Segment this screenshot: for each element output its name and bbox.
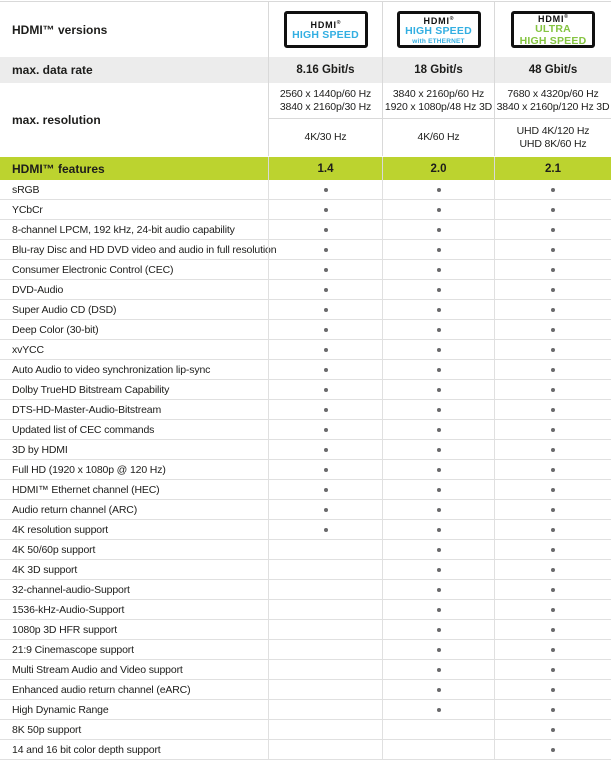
feature-support-hdmi-2.1	[494, 260, 611, 279]
feature-support-hdmi-1.4	[268, 260, 382, 279]
feature-support-hdmi-2.1	[494, 420, 611, 439]
feature-label: DTS-HD-Master-Audio-Bitstream	[12, 403, 162, 416]
badge-cell-hdmi-2-0	[382, 2, 494, 57]
feature-row	[0, 300, 611, 320]
feature-support-hdmi-2.0	[382, 560, 494, 579]
feature-label: DVD-Audio	[12, 283, 64, 296]
feature-label: 4K 50/60p support	[12, 543, 96, 556]
resolution-primary-row	[268, 83, 611, 119]
resolution-line: 3840 x 2160p/30 Hz	[279, 100, 372, 113]
feature-row	[0, 620, 611, 640]
feature-row	[0, 320, 611, 340]
support-dot	[437, 628, 441, 632]
support-dot	[437, 408, 441, 412]
feature-label: Consumer Electronic Control (CEC)	[12, 263, 174, 276]
feature-support-hdmi-1.4	[268, 220, 382, 239]
support-dot	[324, 248, 328, 252]
feature-support-hdmi-2.1	[494, 460, 611, 479]
feature-row	[0, 560, 611, 580]
support-dot	[551, 748, 555, 752]
feature-row	[0, 580, 611, 600]
support-dot	[437, 648, 441, 652]
support-dot	[551, 188, 555, 192]
feature-support-hdmi-1.4	[268, 440, 382, 459]
support-dot	[551, 208, 555, 212]
support-dot	[551, 428, 555, 432]
registered-mark: ®	[336, 19, 341, 26]
feature-support-hdmi-2.0	[382, 320, 494, 339]
support-dot	[437, 708, 441, 712]
hdmi-comparison-table	[0, 1, 611, 760]
feature-label: 4K 3D support	[12, 563, 78, 576]
feature-row	[0, 500, 611, 520]
feature-label: Audio return channel (ARC)	[12, 503, 138, 516]
feature-support-hdmi-1.4	[268, 740, 382, 759]
feature-support-hdmi-2.0	[382, 260, 494, 279]
feature-label: YCbCr	[12, 203, 43, 216]
feature-support-hdmi-2.1	[494, 680, 611, 699]
hdmi-logo-text: HDMI	[538, 14, 565, 24]
feature-support-hdmi-2.0	[382, 360, 494, 379]
feature-label: 32-channel-audio-Support	[12, 583, 130, 596]
feature-support-hdmi-2.1	[494, 740, 611, 759]
support-dot	[324, 288, 328, 292]
feature-row	[0, 420, 611, 440]
support-dot	[437, 548, 441, 552]
feature-support-hdmi-2.0	[382, 280, 494, 299]
feature-support-hdmi-2.0	[382, 520, 494, 539]
feature-support-hdmi-1.4	[268, 480, 382, 499]
resolution-label: max. resolution	[12, 113, 101, 127]
support-dot	[551, 368, 555, 372]
feature-support-hdmi-1.4	[268, 180, 382, 199]
feature-row	[0, 380, 611, 400]
support-dot	[551, 228, 555, 232]
feature-row	[0, 600, 611, 620]
resolution-secondary-hdmi-2-1	[494, 119, 611, 156]
feature-row	[0, 540, 611, 560]
feature-row	[0, 360, 611, 380]
feature-support-hdmi-1.4	[268, 540, 382, 559]
feature-support-hdmi-1.4	[268, 240, 382, 259]
feature-label: 14 and 16 bit color depth support	[12, 743, 161, 756]
resolution-primary-hdmi-2-0	[382, 83, 494, 118]
resolution-line: 3840 x 2160p/120 Hz 3D	[496, 100, 610, 113]
support-dot	[324, 428, 328, 432]
data-rate-hdmi-1-4: 8.16 Gbit/s	[268, 57, 382, 83]
resolution-primary-hdmi-2-1	[494, 83, 611, 118]
feature-support-hdmi-1.4	[268, 460, 382, 479]
support-dot	[437, 528, 441, 532]
feature-support-hdmi-1.4	[268, 300, 382, 319]
support-dot	[324, 528, 328, 532]
hdmi-high-speed-badge	[284, 11, 368, 48]
feature-support-hdmi-2.1	[494, 620, 611, 639]
feature-label: 4K resolution support	[12, 523, 109, 536]
feature-rows-list	[0, 180, 611, 760]
resolution-grid	[268, 83, 611, 157]
feature-label: Dolby TrueHD Bitstream Capability	[12, 383, 170, 396]
resolution-line: UHD 8K/60 Hz	[519, 137, 587, 150]
feature-support-hdmi-1.4	[268, 380, 382, 399]
feature-support-hdmi-2.0	[382, 580, 494, 599]
feature-support-hdmi-2.0	[382, 400, 494, 419]
feature-support-hdmi-1.4	[268, 420, 382, 439]
data-rate-hdmi-2-1: 48 Gbit/s	[494, 57, 611, 83]
version-value-2-1: 2.1	[494, 157, 611, 180]
feature-support-hdmi-2.0	[382, 440, 494, 459]
resolution-secondary-hdmi-1-4	[268, 119, 382, 156]
version-value-1-4: 1.4	[268, 157, 382, 180]
feature-row	[0, 460, 611, 480]
feature-support-hdmi-2.1	[494, 640, 611, 659]
feature-support-hdmi-2.0	[382, 480, 494, 499]
support-dot	[551, 248, 555, 252]
feature-support-hdmi-2.0	[382, 460, 494, 479]
feature-support-hdmi-2.0	[382, 220, 494, 239]
feature-support-hdmi-2.0	[382, 600, 494, 619]
support-dot	[551, 568, 555, 572]
support-dot	[324, 448, 328, 452]
support-dot	[437, 688, 441, 692]
feature-support-hdmi-2.1	[494, 660, 611, 679]
support-dot	[324, 228, 328, 232]
badge-line1: ULTRA	[535, 23, 571, 35]
support-dot	[437, 348, 441, 352]
feature-row	[0, 720, 611, 740]
feature-support-hdmi-2.0	[382, 720, 494, 739]
row-hdmi-versions	[0, 2, 611, 57]
support-dot	[551, 448, 555, 452]
feature-support-hdmi-2.0	[382, 500, 494, 519]
support-dot	[551, 328, 555, 332]
feature-label: Blu-ray Disc and HD DVD video and audio in full resolution	[12, 243, 277, 256]
feature-label: 21:9 Cinemascope support	[12, 643, 134, 656]
feature-support-hdmi-2.0	[382, 660, 494, 679]
feature-support-hdmi-2.1	[494, 480, 611, 499]
feature-support-hdmi-2.1	[494, 340, 611, 359]
badge-line1: HIGH SPEED	[292, 28, 359, 41]
feature-support-hdmi-1.4	[268, 720, 382, 739]
feature-label: Updated list of CEC commands	[12, 423, 155, 436]
feature-label: High Dynamic Range	[12, 703, 109, 716]
support-dot	[437, 488, 441, 492]
feature-support-hdmi-2.1	[494, 560, 611, 579]
resolution-line: UHD 4K/120 Hz	[516, 124, 590, 137]
feature-support-hdmi-2.1	[494, 280, 611, 299]
feature-label: sRGB	[12, 183, 40, 196]
feature-label: Deep Color (30-bit)	[12, 323, 99, 336]
feature-label: xvYCC	[12, 343, 44, 356]
feature-support-hdmi-2.0	[382, 640, 494, 659]
badge-line1: HIGH SPEED	[405, 25, 472, 37]
badge-line2: HIGH SPEED	[519, 34, 587, 47]
feature-support-hdmi-2.1	[494, 180, 611, 199]
support-dot	[437, 248, 441, 252]
feature-label: 8K 50p support	[12, 723, 82, 736]
feature-row	[0, 480, 611, 500]
support-dot	[551, 548, 555, 552]
resolution-line: 7680 x 4320p/60 Hz	[507, 87, 599, 100]
feature-row	[0, 440, 611, 460]
version-value-2-0: 2.0	[382, 157, 494, 180]
support-dot	[551, 288, 555, 292]
resolution-line: 4K/30 Hz	[304, 131, 347, 143]
feature-row	[0, 520, 611, 540]
support-dot	[551, 608, 555, 612]
feature-support-hdmi-2.0	[382, 180, 494, 199]
support-dot	[551, 688, 555, 692]
feature-label: 3D by HDMI	[12, 443, 68, 456]
support-dot	[437, 668, 441, 672]
support-dot	[324, 308, 328, 312]
support-dot	[437, 308, 441, 312]
feature-support-hdmi-2.1	[494, 720, 611, 739]
support-dot	[324, 388, 328, 392]
feature-support-hdmi-2.0	[382, 200, 494, 219]
feature-support-hdmi-2.1	[494, 300, 611, 319]
resolution-line: 2560 x 1440p/60 Hz	[279, 87, 372, 100]
feature-row	[0, 340, 611, 360]
resolution-line: 1920 x 1080p/48 Hz 3D	[384, 100, 493, 113]
feature-row	[0, 280, 611, 300]
feature-support-hdmi-2.0	[382, 420, 494, 439]
feature-row	[0, 240, 611, 260]
feature-row	[0, 660, 611, 680]
feature-support-hdmi-1.4	[268, 620, 382, 639]
support-dot	[324, 188, 328, 192]
support-dot	[551, 468, 555, 472]
feature-support-hdmi-2.1	[494, 400, 611, 419]
support-dot	[324, 488, 328, 492]
badge-cell-hdmi-2-1	[494, 2, 611, 57]
feature-support-hdmi-2.0	[382, 620, 494, 639]
feature-support-hdmi-2.0	[382, 680, 494, 699]
feature-label: Auto Audio to video synchronization lip-sync	[12, 363, 211, 376]
feature-row	[0, 700, 611, 720]
feature-row	[0, 740, 611, 760]
feature-support-hdmi-1.4	[268, 680, 382, 699]
resolution-primary-hdmi-1-4	[268, 83, 382, 118]
registered-mark: ®	[449, 16, 454, 22]
feature-support-hdmi-2.1	[494, 540, 611, 559]
row-max-data-rate	[0, 57, 611, 83]
feature-label: Full HD (1920 x 1080p @ 120 Hz)	[12, 463, 166, 476]
support-dot	[324, 208, 328, 212]
features-header-label: HDMI™ features	[12, 161, 105, 176]
feature-support-hdmi-1.4	[268, 600, 382, 619]
support-dot	[551, 348, 555, 352]
support-dot	[437, 608, 441, 612]
support-dot	[551, 708, 555, 712]
support-dot	[551, 388, 555, 392]
support-dot	[324, 368, 328, 372]
feature-support-hdmi-2.1	[494, 440, 611, 459]
support-dot	[551, 268, 555, 272]
feature-row	[0, 260, 611, 280]
feature-support-hdmi-2.0	[382, 300, 494, 319]
support-dot	[551, 628, 555, 632]
feature-support-hdmi-2.1	[494, 360, 611, 379]
feature-support-hdmi-2.0	[382, 740, 494, 759]
feature-support-hdmi-2.0	[382, 240, 494, 259]
feature-label: HDMI™ Ethernet channel (HEC)	[12, 483, 160, 496]
support-dot	[551, 648, 555, 652]
support-dot	[437, 288, 441, 292]
support-dot	[551, 588, 555, 592]
feature-support-hdmi-1.4	[268, 200, 382, 219]
feature-support-hdmi-1.4	[268, 580, 382, 599]
hdmi-logo-text: HDMI	[310, 19, 337, 30]
resolution-secondary-hdmi-2-0	[382, 119, 494, 156]
feature-support-hdmi-2.1	[494, 500, 611, 519]
feature-support-hdmi-2.1	[494, 700, 611, 719]
feature-support-hdmi-2.1	[494, 240, 611, 259]
badge-line2: with ETHERNET	[412, 37, 465, 45]
feature-support-hdmi-1.4	[268, 500, 382, 519]
support-dot	[551, 488, 555, 492]
support-dot	[551, 308, 555, 312]
feature-support-hdmi-1.4	[268, 560, 382, 579]
support-dot	[437, 508, 441, 512]
feature-support-hdmi-2.1	[494, 600, 611, 619]
support-dot	[324, 328, 328, 332]
support-dot	[324, 408, 328, 412]
feature-label: 1080p 3D HFR support	[12, 623, 117, 636]
support-dot	[324, 508, 328, 512]
resolution-line: 3840 x 2160p/60 Hz	[392, 87, 485, 100]
badge-cell-hdmi-1-4	[268, 2, 382, 57]
hdmi-logo-text: HDMI	[423, 16, 450, 26]
feature-support-hdmi-1.4	[268, 520, 382, 539]
row-max-resolution	[0, 83, 611, 157]
feature-support-hdmi-2.1	[494, 520, 611, 539]
support-dot	[551, 728, 555, 732]
feature-label: Multi Stream Audio and Video support	[12, 663, 183, 676]
feature-support-hdmi-2.0	[382, 700, 494, 719]
feature-label: 8-channel LPCM, 192 kHz, 24-bit audio capability	[12, 223, 235, 236]
support-dot	[551, 668, 555, 672]
feature-label: Enhanced audio return channel (eARC)	[12, 683, 191, 696]
feature-support-hdmi-2.1	[494, 320, 611, 339]
feature-support-hdmi-1.4	[268, 320, 382, 339]
registered-mark: ®	[564, 14, 568, 20]
feature-support-hdmi-1.4	[268, 280, 382, 299]
data-rate-label: max. data rate	[12, 63, 93, 77]
feature-support-hdmi-1.4	[268, 700, 382, 719]
hdmi-logo	[292, 18, 360, 30]
feature-support-hdmi-2.1	[494, 220, 611, 239]
feature-row	[0, 200, 611, 220]
resolution-line: 4K/60 Hz	[417, 131, 460, 143]
hdmi-ultra-high-speed-badge	[511, 11, 595, 48]
support-dot	[437, 428, 441, 432]
support-dot	[551, 408, 555, 412]
support-dot	[437, 588, 441, 592]
feature-row	[0, 400, 611, 420]
feature-row	[0, 180, 611, 200]
support-dot	[437, 568, 441, 572]
feature-label: Super Audio CD (DSD)	[12, 303, 117, 316]
support-dot	[437, 268, 441, 272]
row-hdmi-features-header	[0, 157, 611, 180]
support-dot	[551, 508, 555, 512]
support-dot	[437, 188, 441, 192]
support-dot	[437, 228, 441, 232]
feature-support-hdmi-1.4	[268, 360, 382, 379]
feature-support-hdmi-2.0	[382, 340, 494, 359]
data-rate-hdmi-2-0: 18 Gbit/s	[382, 57, 494, 83]
support-dot	[551, 528, 555, 532]
support-dot	[437, 208, 441, 212]
feature-row	[0, 220, 611, 240]
feature-support-hdmi-2.0	[382, 380, 494, 399]
support-dot	[437, 388, 441, 392]
feature-support-hdmi-2.1	[494, 580, 611, 599]
feature-support-hdmi-2.0	[382, 540, 494, 559]
versions-label: HDMI™ versions	[12, 22, 108, 37]
feature-row	[0, 640, 611, 660]
feature-support-hdmi-1.4	[268, 640, 382, 659]
hdmi-high-speed-ethernet-badge	[397, 11, 481, 48]
support-dot	[324, 268, 328, 272]
feature-label: 1536-kHz-Audio-Support	[12, 603, 125, 616]
feature-support-hdmi-2.1	[494, 200, 611, 219]
feature-support-hdmi-2.1	[494, 380, 611, 399]
support-dot	[437, 328, 441, 332]
feature-support-hdmi-1.4	[268, 400, 382, 419]
feature-support-hdmi-1.4	[268, 340, 382, 359]
support-dot	[437, 448, 441, 452]
support-dot	[437, 468, 441, 472]
support-dot	[324, 348, 328, 352]
feature-support-hdmi-1.4	[268, 660, 382, 679]
support-dot	[437, 368, 441, 372]
feature-row	[0, 680, 611, 700]
support-dot	[324, 468, 328, 472]
resolution-secondary-row	[268, 119, 611, 156]
